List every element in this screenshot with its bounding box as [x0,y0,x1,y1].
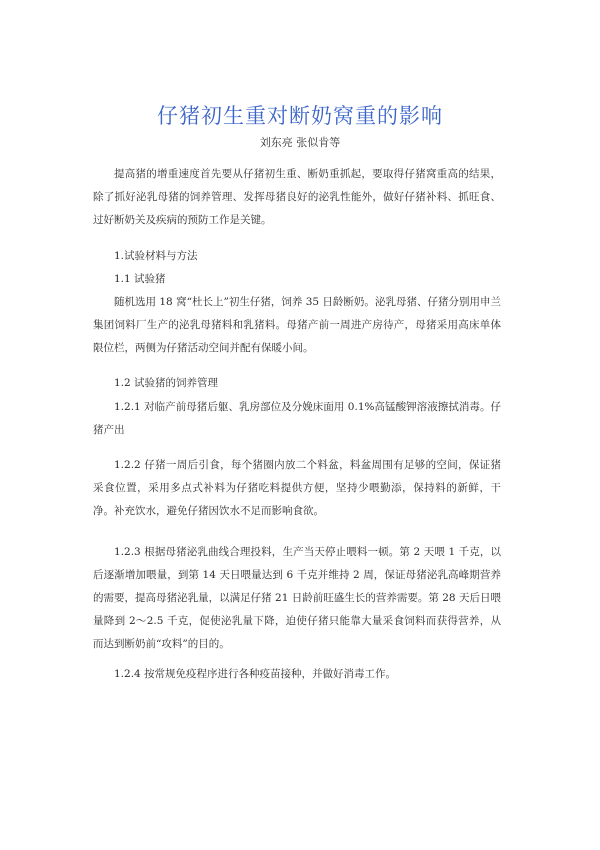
item-1-2-1-paragraph: 1.2.1 对临产前母猪后躯、乳房部位及分娩床面用 0.1%高锰酸钾溶液擦拭消毒。仔猪产出 [93,401,501,436]
section-1-1-heading: 1.1 试验猪 [114,273,166,285]
section-1-1-paragraph: 随机选用 18 窝“杜长上”初生仔猪，饲养 35 日龄断奶。泌乳母猪、仔猪分别用申兰集团饲料厂生产的泌乳母猪料和乳猪料。母猪产前一周进产房待产，母猪采用高床单体限位栏，两侧为仔猪活动空间并配有保暖小间。 [93,296,501,354]
document-title: 仔猪初生重对断奶窝重的影响 [157,104,443,128]
section-1-heading: 1.试验材料与方法 [114,250,198,262]
item-1-2-4-paragraph: 1.2.4 按常规免疫程序进行各种疫苗接种，并做好消毒工作。 [114,668,397,680]
intro-paragraph: 提高猪的增重速度首先要从仔猪初生重、断奶重抓起，要取得仔猪窝重高的结果，除了抓好泌乳母猪的饲养管理、发挥母猪良好的泌乳性能外，做好仔猪补料、抓旺食、过好断奶关及疾病的预防工作是关键。 [93,168,501,226]
item-1-2-3-paragraph: 1.2.3 根据母猪泌乳曲线合理投料，生产当天停止喂料一顿。第 2 天喂 1 千克，以后逐渐增加喂量，到第 14 天日喂量达到 6 千克并维持 2 周，保证母猪泌乳高峰期营养的需要，提高母猪泌乳量，以满足仔猪 21 日龄前旺盛生长的营养需要。第 28 天后日喂量降到 2～2.5 千克，促使泌乳量下降，迫使仔猪只能靠大量采食饲料而获得营养，从而达到断奶前“攻料”的目的。 [93,546,501,650]
document-authors: 刘东亮 张似肯等 [259,136,341,149]
section-1-2-heading: 1.2 试验猪的饲养管理 [114,377,219,389]
item-1-2-2-paragraph: 1.2.2 仔猪一周后引食，每个猪圈内放二个料盆，料盆周围有足够的空间，保证猪采食位置，采用多点式补料为仔猪吃料提供方便，坚持少喂勤添，保持料的新鲜，干净。补充饮水，避免仔猪因饮水不足而影响食欲。 [93,459,501,517]
